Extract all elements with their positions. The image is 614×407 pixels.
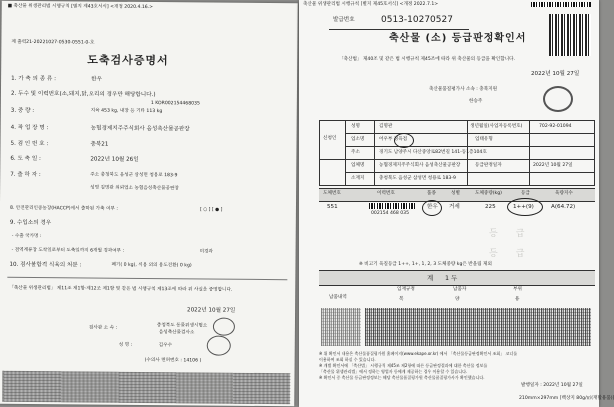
inspector-name-label: 성 명 : — [118, 342, 133, 348]
cattle-grade-confirmation — [299, 0, 614, 407]
official-seal-stamp — [207, 336, 231, 356]
carcass-weight: 225 — [485, 204, 496, 210]
hand-drawn-circle — [422, 200, 442, 216]
table-border — [319, 185, 595, 186]
table-border — [345, 120, 346, 186]
row-value: 성명 김명관 의뢰업소 농협음성축산물공판장 — [90, 185, 179, 192]
breed: 한우 — [427, 204, 438, 210]
applicant-name: 김명관 — [379, 124, 393, 129]
inspector-line: 축산물품질평가사 소속 : 충북지원 — [429, 87, 498, 92]
table-border — [374, 120, 375, 186]
hand-drawn-circle — [507, 198, 543, 216]
grade-watermark: 등급 — [489, 229, 543, 239]
row-label: - 검역계류장 도착일로부터 도축일까지 6개월 경과여부 : — [11, 247, 125, 254]
footer-line: 이용하여 조회 하실 수 있습니다. — [319, 357, 376, 362]
inspector-name: 김우수 — [158, 343, 173, 349]
row-value: 충북21 — [90, 141, 109, 148]
page-title: 축산물 (소) 등급판정확인서 — [389, 33, 527, 44]
row-label: 8. 안전관리인증농장(HACCP)에서 출하된 가축 여부 : — [9, 205, 118, 212]
col-header: 품종 — [427, 191, 436, 196]
table-border — [594, 120, 595, 186]
receipt-value: 양 — [455, 297, 460, 302]
row-label: 3. 중 량 : — [10, 107, 35, 115]
field-label: 생년월일(사업자등록번호) — [470, 124, 523, 129]
table-border — [319, 285, 595, 286]
row-label: 4. 작 업 장 명 : — [10, 124, 49, 132]
hand-drawn-circle — [394, 133, 414, 148]
scanned-footer-pattern — [2, 371, 290, 405]
footer-line: ※ 위 확인서 내용은 축산물품질평가원 홈페이지(www.ekape.or.kr) 에서 「축산물등급판정확인서 조회」 코너를 — [319, 351, 518, 356]
row-value: 농협경제지주주식회사 음성축산물공판장 — [90, 125, 190, 133]
field-label: 업체명 — [351, 163, 365, 168]
table-border — [319, 120, 595, 121]
trace-barcode — [369, 203, 415, 209]
shop-name: 어우부 정육점 — [379, 137, 408, 142]
total-value: 1 두 — [445, 274, 458, 282]
slaughter-inspection-certificate — [0, 1, 298, 407]
divider — [7, 277, 287, 280]
inspector-org-label: 검사관 소 속 : — [88, 325, 118, 331]
grade-note: ※ 비고기 육질등급 1++, 1+, 1, 2, 3 도체중량 kg은 반올림 제외 — [359, 262, 492, 267]
row-value: 폐기( 0 kg), 식용 외의 용도전환( 0 kg) — [111, 262, 192, 269]
table-border — [319, 201, 595, 202]
grading-date: 2022년 10월 27일 — [533, 163, 573, 168]
row-label: 5. 검 인 번 호 : — [10, 140, 49, 148]
table-border — [345, 172, 595, 173]
sex: 거세 — [449, 204, 460, 210]
table-border — [345, 146, 595, 147]
yield-index: A(64.72) — [551, 204, 576, 210]
row-label: 9. 수입소의 경우 — [9, 219, 52, 227]
grade: 1++(9) — [513, 204, 534, 210]
field-label: 주소 — [351, 150, 360, 155]
row-label: 7. 출 하 자 : — [10, 171, 41, 179]
intro-text: 「축산법」 제40조 및 같은 법 시행규칙 제45조에 따라 위 축산물의 등급을 확인합니다. — [339, 57, 515, 62]
form-header-note: ■ 축산물 위생관리법 시행규칙 [별지 제43호서식] <개정 2020.4.16.> — [7, 3, 154, 11]
applicant-block-label: 신청인 — [323, 136, 337, 141]
receipt-value: 복 — [399, 297, 404, 302]
table-border — [319, 159, 595, 160]
table-border — [529, 120, 530, 186]
inspector-org: 충청북도 동물위생시험소 — [156, 323, 208, 329]
inspector-name: 한승주 — [469, 99, 483, 104]
form-header-note: 축산물 위생관리법 시행규칙 [별지 제45호서식] <개정 2022.7.1> — [303, 2, 439, 7]
row-label: 10. 검사불합격 식육의 처분 : — [9, 261, 82, 269]
footer-line: ※ 개별 확인서에 「축산법」 시행규칙 제45조 제2항에 따른 등급판정결과에 대한 축산물 정보를 — [319, 363, 488, 368]
col-header: 도체번호 — [323, 191, 341, 196]
field-label: 등급판정일자 — [475, 163, 502, 168]
row-value: 한우 — [91, 76, 102, 83]
certificate-date: 2022년 10월 27일 — [187, 307, 236, 314]
receipt-header: 납품자 — [453, 287, 467, 292]
company-name: 농협경제지주주식회사 음성축산물공판장 — [379, 163, 461, 168]
row-value: 지육 453 kg, 내장 등 기타 113 kg — [90, 108, 163, 115]
table-border — [345, 133, 595, 134]
qr-code — [549, 14, 591, 56]
address: 경기도 남양주시 다산중앙로82번길 141-동1층104호 — [379, 150, 487, 155]
receipt-value: 용 — [515, 297, 520, 302]
vet-license: (수의사 면허번호 : 14106 ) — [144, 357, 202, 364]
row-value: [ ○ ] [ ● ] — [199, 207, 223, 213]
field-label: 성명 — [351, 124, 360, 129]
row-value: 주소 충청북도 음성군 삼성면 청용로 183-9 — [90, 172, 178, 179]
scanned-receipt-area — [365, 308, 591, 346]
field-label: 업소명 — [351, 137, 365, 142]
col-header: 등급 — [521, 191, 530, 196]
scanned-stamp-area — [321, 308, 361, 346]
location: 충청북도 음성군 삼성면 청용로 183-9 — [379, 176, 456, 181]
page-title: 도축검사증명서 — [87, 53, 169, 68]
grade-watermark: 등급 — [489, 249, 543, 259]
field-label: 소재지 — [351, 176, 365, 181]
grading-seal — [543, 86, 573, 112]
field-label: 업태유형 — [475, 137, 493, 142]
document-number: 제 출력21-20221027-0530-0551-0-호 — [11, 39, 95, 46]
col-header: 성별 — [451, 191, 460, 196]
row-label: 6. 도 축 일 : — [10, 155, 41, 163]
paper-size: 210mm×297mm [백상지 80g/㎡(재활용품)] — [519, 396, 614, 401]
row-label: 2. 두수 및 이력번호(소,돼지,닭,오리의 경우만 해당합니다.) — [10, 90, 156, 99]
issue-number: 0513-10270527 — [381, 15, 453, 25]
carcass-number: 551 — [327, 204, 338, 210]
law-text: 「축산물 위생관리법」 제11조 제1항·제12조 제1항 및 같은 법 시행규칙 제13조에 따라 위 사실을 증명합니다. — [9, 285, 233, 293]
footer-date: 발행일자 : 2022년 10월 27일 — [521, 383, 583, 388]
col-header: 이력번호 — [377, 191, 395, 196]
business-number: 702-92-01094 — [539, 124, 572, 129]
receipt-label: 납품내역 — [329, 295, 347, 300]
issue-date: 2022년 10월 27일 — [531, 71, 580, 77]
issue-number-label: 발급번호 — [333, 17, 355, 23]
footer-line: ※ 확인서 중 축산물 등급판정정보는 해당 축산물품질평가원 축산물품질평가사가 확인했습니다. — [319, 375, 485, 380]
org-seal-stamp — [213, 318, 235, 336]
divider — [329, 29, 469, 30]
row-value: 2022년 10월 26일 — [90, 156, 139, 163]
table-border — [319, 120, 320, 186]
receipt-header: 부위 — [513, 287, 522, 292]
col-header: 육량지수 — [555, 191, 573, 196]
row-value: 미경과 — [199, 249, 213, 255]
trace-number: 002154 468 035 — [371, 211, 409, 216]
footer-line: 「축산물 위생관리법」에서 정하는 영업자 등에게 제공하는 경우 이용할 수 있습니다. — [319, 369, 468, 374]
row-value: 1 KOR002154468035 — [150, 101, 200, 107]
top-barcode — [531, 2, 591, 7]
inspector-org-2: 음성축산물검사소 — [158, 330, 195, 336]
row-label: 1. 가 축 의 종 류 : — [11, 75, 57, 83]
total-label: 계 — [427, 274, 434, 282]
row-label: - 수출 국가명 : — [11, 233, 42, 240]
receipt-header: 입재규정 — [397, 287, 415, 292]
col-header: 도체중량(kg) — [475, 191, 502, 196]
